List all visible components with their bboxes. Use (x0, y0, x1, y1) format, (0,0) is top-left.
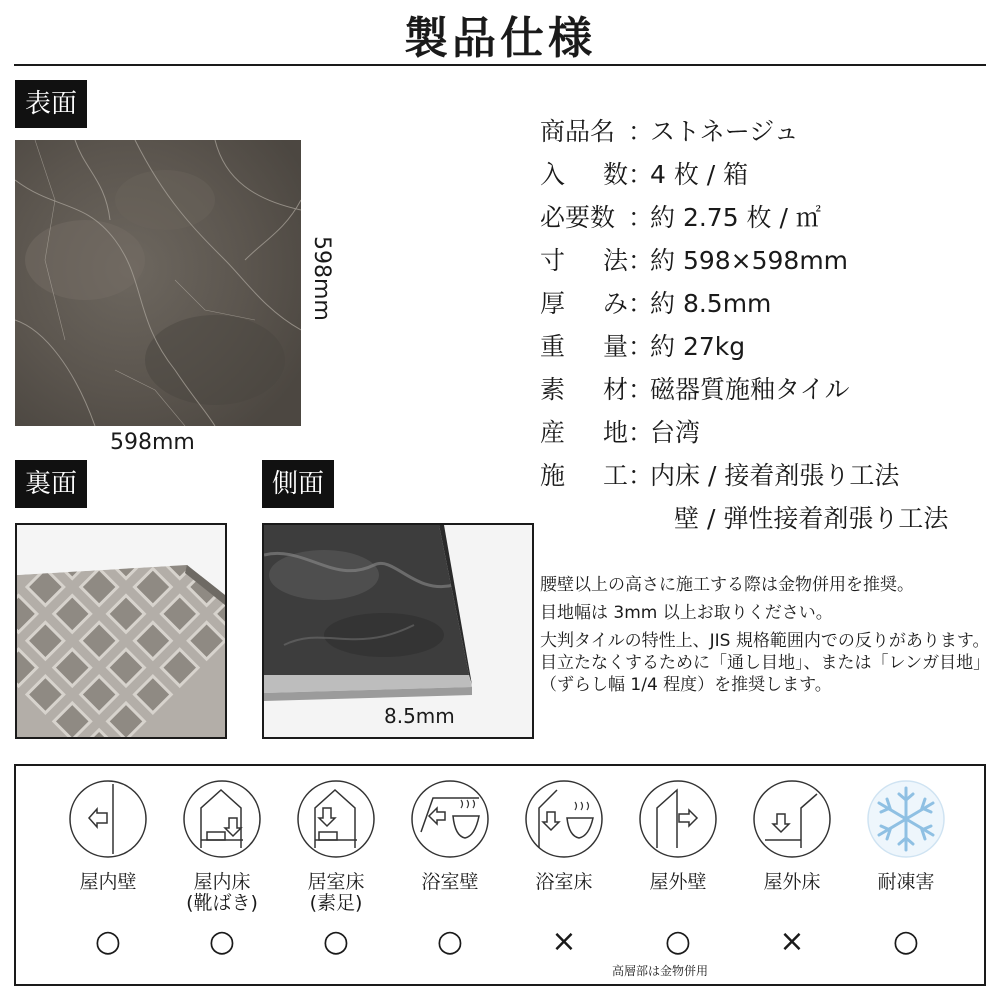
title-divider (14, 64, 986, 66)
note-item: 大判タイルの特性上、JIS 規格範囲内での反りがあります。目立たなくするために「通し目地」、または「レンガ目地」（ずらし幅 1/4 程度）を推奨します。 (540, 631, 991, 695)
front-label: 表面 (15, 80, 87, 128)
spec-label: 産 地 (540, 418, 628, 447)
spec-value: ストネージュ (650, 117, 799, 146)
usage-living-floor (286, 778, 386, 962)
bathroom-wall-icon (409, 778, 491, 860)
spec-label: 厚 み (540, 289, 628, 318)
usage-interior-floor (172, 778, 272, 962)
spec-value: 約 598×598mm (650, 246, 849, 275)
usage-mark: ○ (94, 924, 122, 959)
spec-row-size: 寸 法 ： 約 598×598mm (540, 241, 990, 284)
interior-wall-icon (67, 778, 149, 860)
back-label: 裏面 (15, 460, 87, 508)
frost-resistance-icon (865, 778, 947, 860)
notes (540, 574, 992, 702)
side-label: 側面 (262, 460, 334, 508)
spec-value: 4 枚 / 箱 (650, 160, 749, 189)
usage-label: 屋内壁 (79, 871, 137, 893)
page-title: 製品仕様 (404, 13, 596, 64)
note-item: 腰壁以上の高さに施工する際は金物併用を推奨。 (540, 575, 914, 595)
usage-label: 浴室床 (535, 871, 593, 893)
spec-label: 寸 法 (540, 246, 628, 275)
tile-front-image (15, 140, 301, 426)
usage-label: 屋外壁 (649, 871, 707, 893)
usage-label: 浴室壁 (421, 871, 479, 893)
spec-row-product-name (540, 112, 990, 155)
spec-colon: ： (628, 117, 654, 146)
spec-row-origin: 産 地 ： 台湾 (540, 413, 990, 456)
usage-mark: ○ (208, 924, 236, 959)
usage-mark: × (551, 924, 577, 959)
usage-interior-wall (58, 778, 158, 962)
spec-row-quantity: 入 数 ： 4 枚 / 箱 (540, 155, 990, 198)
usage-mark: ○ (436, 924, 464, 959)
usage-label: 屋外床 (763, 871, 821, 893)
living-floor-barefoot-icon (295, 778, 377, 860)
spec-label: 必要数 (540, 203, 616, 232)
usage-label: 居室床 (素足) (307, 871, 365, 914)
usage-exterior-wall (628, 778, 728, 962)
spec-label: 素 材 (540, 375, 628, 404)
spec-value: 台湾 (650, 418, 701, 447)
spec-value: 内床 / 接着剤張り工法 (650, 461, 900, 490)
usage-frost-resistance (856, 778, 956, 962)
thickness-dimension: 8.5mm (384, 704, 455, 728)
spec-label: 重 量 (540, 332, 628, 361)
usage-label: 屋内床 (靴ばき) (186, 871, 258, 914)
width-dimension: 598mm (110, 430, 195, 455)
spec-value: 約 27kg (650, 332, 746, 361)
spec-label: 施 工 (540, 461, 628, 490)
interior-floor-shoes-icon (181, 778, 263, 860)
usage-mark: ○ (322, 924, 350, 959)
usage-label: 耐凍害 (877, 871, 935, 893)
usage-bathroom-wall (400, 778, 500, 962)
spec-row-material: 素 材 ： 磁器質施釉タイル (540, 370, 990, 413)
spec-row-installation: 施 工 ： 内床 / 接着剤張り工法 (540, 456, 990, 499)
usage-exterior-floor (742, 778, 842, 962)
usage-mark: ○ (892, 924, 920, 959)
spec-value: 約 8.5mm (650, 289, 772, 318)
height-dimension: 598mm (309, 236, 334, 321)
spec-value: 約 2.75 枚 / ㎡ (650, 203, 821, 232)
usage-panel (14, 764, 986, 986)
note-item: 目地幅は 3mm 以上お取りください。 (540, 603, 833, 623)
usage-mark: × (779, 924, 805, 959)
usage-mark: ○ (664, 924, 692, 959)
spec-value: 磁器質施釉タイル (650, 375, 850, 404)
spec-row-required: 必要数 ： 約 2.75 枚 / ㎡ (540, 198, 990, 241)
spec-label: 商品名 (540, 117, 616, 146)
spec-list (540, 112, 990, 542)
usage-bathroom-floor (514, 778, 614, 962)
exterior-wall-icon (637, 778, 719, 860)
tile-back-image (15, 523, 227, 739)
spec-row-weight: 重 量 ： 約 27kg (540, 327, 990, 370)
bathroom-floor-icon (523, 778, 605, 860)
spec-row-thickness: 厚 み ： 約 8.5mm (540, 284, 990, 327)
exterior-floor-icon (751, 778, 833, 860)
spec-label: 入 数 (540, 160, 628, 189)
usage-footnote: 高層部は金物併用 (612, 964, 709, 978)
spec-installation-continued: 壁 / 弾性接着剤張り工法 (674, 504, 949, 533)
